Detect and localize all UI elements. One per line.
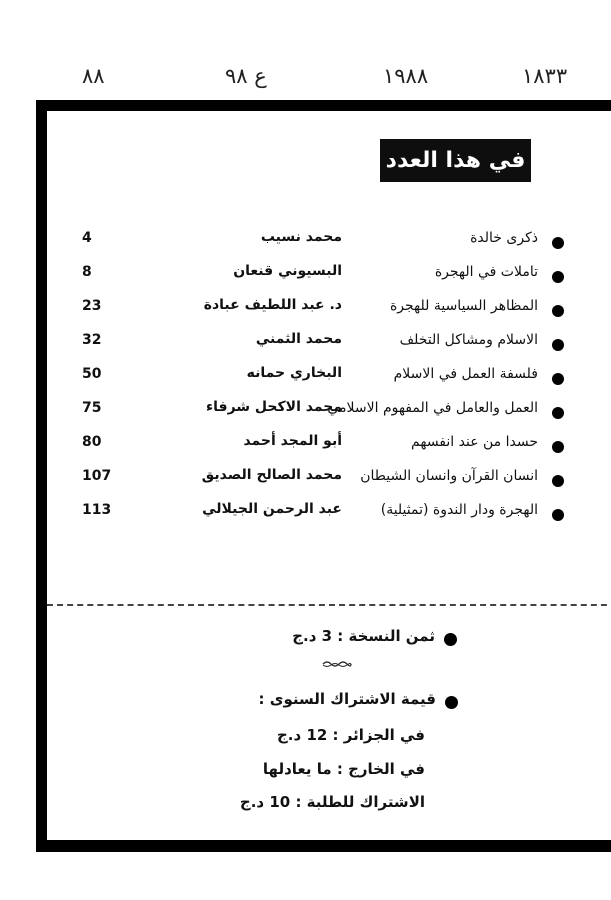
article-title: ذكرى خالدة: [470, 230, 538, 246]
toc-item[interactable]: [74, 467, 564, 501]
subscription-line-algeria: في الجزائر : 12 د.ج: [277, 726, 425, 744]
bullet-icon: [552, 305, 564, 317]
handwritten-note: ١٩٨٨: [383, 64, 429, 88]
toc-item[interactable]: [74, 365, 564, 399]
toc-item[interactable]: [74, 433, 564, 467]
article-title: فلسفة العمل في الاسلام: [393, 366, 538, 382]
article-author: أبو المجد أحمد: [243, 433, 342, 449]
bullet-icon: [552, 237, 564, 249]
copy-price: [292, 627, 457, 645]
toc-item[interactable]: [74, 229, 564, 263]
page-number: 32: [82, 332, 102, 348]
subscription-line-abroad: في الخارج : ما يعادلها: [262, 760, 425, 778]
bullet-icon: [552, 509, 564, 521]
subscription-heading: [259, 690, 458, 708]
article-author: محمد الصالح الصديق: [201, 467, 342, 483]
section-divider: [47, 604, 611, 606]
article-author: البخاري حمانه: [246, 365, 342, 381]
article-author: البسيوني قنعان: [233, 263, 342, 279]
article-title: تاملات في الهجرة: [434, 264, 538, 280]
page-number: 8: [82, 264, 92, 280]
ornament-divider-icon: [322, 660, 352, 668]
handwritten-note: ع ٩٨: [225, 64, 267, 88]
article-author: محمد نسيب: [260, 229, 342, 245]
page-number: 50: [82, 366, 102, 382]
bullet-icon: [444, 633, 457, 646]
article-title: الاسلام ومشاكل التخلف: [399, 332, 538, 348]
bullet-icon: [552, 407, 564, 419]
article-title: العمل والعامل في المفهوم الاسلامي: [327, 400, 538, 416]
subscription-heading-text: قيمة الاشتراك السنوى :: [258, 690, 436, 708]
article-author: عبد الرحمن الجيلالي: [202, 501, 342, 517]
page-number: 80: [82, 434, 102, 450]
article-title: حسدا من عند انفسهم: [411, 434, 538, 450]
handwritten-note: ١٨٣٣: [522, 64, 568, 88]
table-of-contents: [74, 229, 564, 535]
bullet-icon: [552, 373, 564, 385]
article-title: الهجرة ودار الندوة (تمثيلية): [380, 502, 538, 518]
article-author: د. عبد اللطيف عبادة: [203, 297, 342, 313]
handwritten-note: ٨٨: [82, 64, 105, 88]
page-number: 75: [82, 400, 102, 416]
page-number: 23: [82, 298, 102, 314]
toc-item[interactable]: [74, 501, 564, 535]
toc-item[interactable]: [74, 297, 564, 331]
article-title: انسان القرآن وانسان الشيطان: [360, 468, 538, 484]
toc-item[interactable]: [74, 399, 564, 433]
bullet-icon: [445, 696, 458, 709]
bullet-icon: [552, 271, 564, 283]
article-author: محمد الثمني: [255, 331, 342, 347]
toc-item[interactable]: [74, 331, 564, 365]
page-number: 107: [82, 468, 112, 484]
bullet-icon: [552, 339, 564, 351]
article-title: المظاهر السياسية للهجرة: [389, 298, 538, 314]
toc-item[interactable]: [74, 263, 564, 297]
page-title: في هذا العدد: [380, 139, 531, 182]
subscription-line-students: الاشتراك للطلبة : 10 د.ج: [239, 793, 425, 811]
page-number: 4: [82, 230, 92, 246]
bullet-icon: [552, 441, 564, 453]
article-author: محمد الاكحل شرفاء: [206, 399, 342, 415]
bullet-icon: [552, 475, 564, 487]
page-number: 113: [82, 502, 112, 518]
copy-price-text: ثمن النسخة : 3 د.ج: [292, 627, 435, 645]
